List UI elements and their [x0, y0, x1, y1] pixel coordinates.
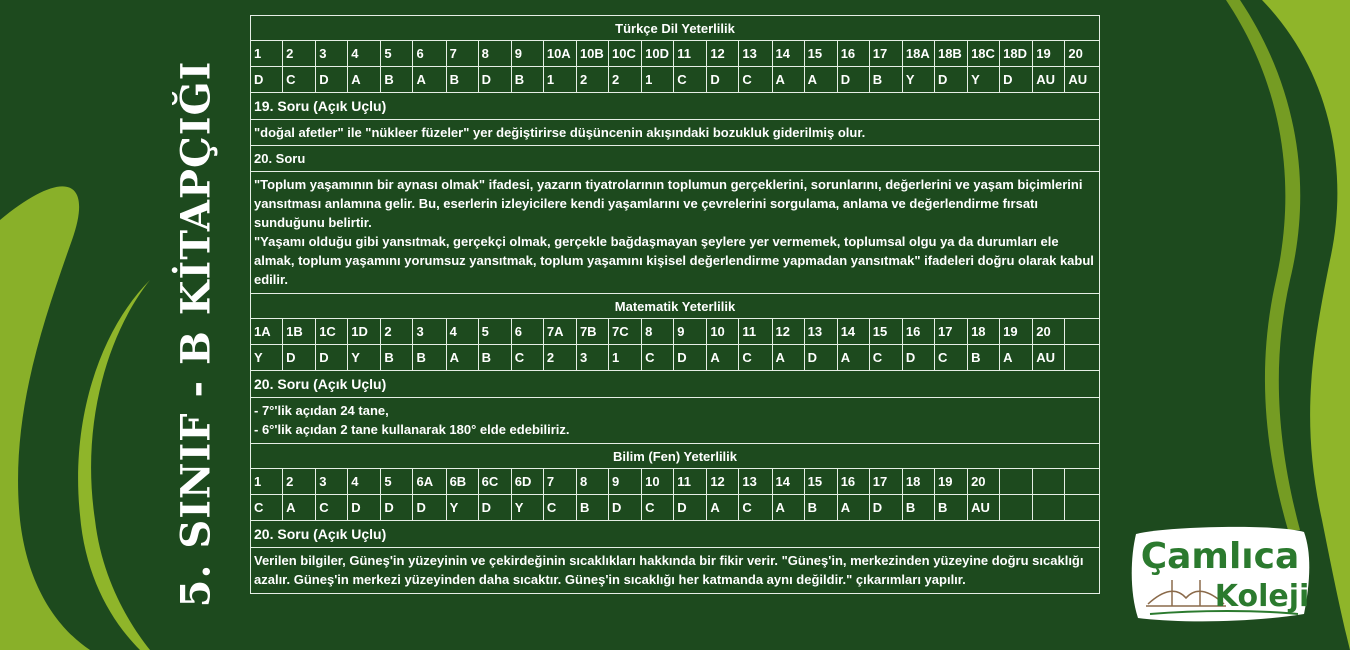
fen-answer-cell: Y — [511, 495, 543, 521]
turkce-answer-cell: B — [381, 67, 413, 93]
fen-question-number-cell: 17 — [869, 469, 902, 495]
matematik-answer-cell: 2 — [543, 345, 576, 371]
matematik-answer-cell: B — [478, 345, 511, 371]
fen-answer-cell: C — [316, 495, 348, 521]
matematik-answer-cell: Y — [348, 345, 381, 371]
turkce-answer-cell: AU — [1065, 67, 1100, 93]
matematik-question-number-cell: 2 — [381, 319, 413, 345]
matematik-section-title: Matematik Yeterlilik — [251, 294, 1100, 319]
fen-answer-cell: A — [707, 495, 739, 521]
turkce-question-number-cell: 2 — [283, 41, 316, 67]
matematik-answer-cell: Y — [251, 345, 283, 371]
left-wave-thin — [78, 280, 150, 650]
matematik-q20-title: 20. Soru (Açık Uçlu) — [251, 371, 1100, 398]
turkce-answer-cell: A — [804, 67, 837, 93]
fen-answer-cell: D — [609, 495, 642, 521]
matematik-question-number-cell: 20 — [1033, 319, 1065, 345]
fen-section-title: Bilim (Fen) Yeterlilik — [251, 444, 1100, 469]
fen-answer-cell: C — [642, 495, 674, 521]
logo-text-camlica: Çamlıca — [1140, 536, 1300, 577]
camlica-koleji-logo — [1128, 524, 1312, 624]
matematik-answer-cell: 3 — [576, 345, 608, 371]
turkce-answer-cell: A — [413, 67, 446, 93]
matematik-answer-cell: D — [283, 345, 316, 371]
matematik-question-number-cell: 7C — [609, 319, 642, 345]
turkce-question-number-cell: 16 — [837, 41, 869, 67]
matematik-answer-cell: A — [1000, 345, 1033, 371]
fen-answer-row — [251, 495, 1100, 521]
turkce-question-number-cell: 10C — [609, 41, 642, 67]
turkce-question-number-cell: 3 — [316, 41, 348, 67]
turkce-q19-text: "doğal afetler" ile "nükleer füzeler" yer değiştirirse düşüncenin akışındaki bozukluk giderilmiş olur. — [251, 120, 1100, 146]
matematik-answer-cell: D — [316, 345, 348, 371]
turkce-answer-cell: C — [283, 67, 316, 93]
turkce-question-number-cell: 18C — [968, 41, 1000, 67]
turkce-answer-cell: D — [837, 67, 869, 93]
turkce-question-number-cell: 12 — [707, 41, 739, 67]
fen-question-number-cell: 20 — [968, 469, 1000, 495]
fen-answer-cell: D — [674, 495, 707, 521]
fen-question-number-cell: 2 — [283, 469, 316, 495]
fen-question-row — [251, 469, 1100, 495]
fen-question-number-cell: 19 — [934, 469, 967, 495]
turkce-question-number-cell: 10B — [576, 41, 608, 67]
turkce-answer-row — [251, 67, 1100, 93]
turkce-answer-cell: D — [934, 67, 967, 93]
matematik-question-number-cell: 15 — [869, 319, 902, 345]
matematik-question-number-cell: 1C — [316, 319, 348, 345]
matematik-question-number-cell: 11 — [739, 319, 772, 345]
turkce-answer-cell: Y — [968, 67, 1000, 93]
turkce-question-number-cell: 18B — [934, 41, 967, 67]
right-wave-inner — [1226, 0, 1300, 530]
matematik-question-number-cell: 7A — [543, 319, 576, 345]
fen-answer-cell: B — [576, 495, 608, 521]
fen-q20-title: 20. Soru (Açık Uçlu) — [251, 521, 1100, 548]
matematik-question-number-cell — [1065, 319, 1100, 345]
turkce-question-number-cell: 9 — [511, 41, 543, 67]
fen-question-number-cell: 10 — [642, 469, 674, 495]
fen-question-number-cell: 13 — [739, 469, 772, 495]
turkce-question-row — [251, 41, 1100, 67]
fen-answer-cell — [1033, 495, 1065, 521]
fen-answer-cell: B — [902, 495, 934, 521]
turkce-section-title: Türkçe Dil Yeterlilik — [251, 16, 1100, 41]
turkce-answer-cell: A — [772, 67, 804, 93]
fen-question-number-cell: 15 — [804, 469, 837, 495]
turkce-answer-cell: D — [1000, 67, 1033, 93]
turkce-answer-cell: 2 — [576, 67, 608, 93]
matematik-question-number-cell: 1A — [251, 319, 283, 345]
turkce-answer-cell: AU — [1033, 67, 1065, 93]
answer-key-table — [250, 15, 1100, 594]
matematik-question-number-cell: 3 — [413, 319, 446, 345]
fen-answer-cell: B — [804, 495, 837, 521]
turkce-answer-cell: D — [316, 67, 348, 93]
matematik-answer-row — [251, 345, 1100, 371]
fen-question-number-cell: 6A — [413, 469, 446, 495]
fen-question-number-cell: 9 — [609, 469, 642, 495]
matematik-answer-cell — [1065, 345, 1100, 371]
fen-question-number-cell: 6D — [511, 469, 543, 495]
turkce-question-number-cell: 5 — [381, 41, 413, 67]
matematik-q20-line-2: - 6°'lik açıdan 2 tane kullanarak 180° elde edebiliriz. — [254, 422, 570, 437]
booklet-title: 5. SINIF - B KİTAPÇIĞI — [172, 60, 220, 608]
matematik-answer-cell: B — [381, 345, 413, 371]
fen-question-number-cell: 8 — [576, 469, 608, 495]
fen-answer-cell: A — [837, 495, 869, 521]
matematik-answer-cell: D — [804, 345, 837, 371]
fen-question-number-cell — [1033, 469, 1065, 495]
turkce-answer-cell: D — [251, 67, 283, 93]
fen-question-number-cell: 11 — [674, 469, 707, 495]
turkce-answer-cell: 1 — [543, 67, 576, 93]
turkce-answer-cell: Y — [902, 67, 934, 93]
fen-answer-cell: C — [739, 495, 772, 521]
fen-answer-cell: AU — [968, 495, 1000, 521]
fen-answer-cell: A — [772, 495, 804, 521]
turkce-q20-paragraph-1: "Toplum yaşamının bir aynası olmak" ifadesi, yazarın tiyatrolarının toplumun gerçeklerini, sorunlarını, değerlerini ve yaşam biçimlerini yansıtması anlamına gelir. Bu, eserlerin izleyicilere kendi yaşamlarını ve çevrelerini sorgulama, anlama ve değerlendirme fırsatı sunduğunu belirtir. — [254, 177, 1083, 230]
matematik-answer-cell: A — [707, 345, 739, 371]
matematik-question-number-cell: 5 — [478, 319, 511, 345]
fen-question-number-cell: 3 — [316, 469, 348, 495]
fen-question-number-cell: 7 — [543, 469, 576, 495]
fen-answer-cell — [1000, 495, 1033, 521]
fen-question-number-cell: 12 — [707, 469, 739, 495]
turkce-question-number-cell: 10A — [543, 41, 576, 67]
fen-question-number-cell: 1 — [251, 469, 283, 495]
matematik-question-number-cell: 13 — [804, 319, 837, 345]
turkce-question-number-cell: 6 — [413, 41, 446, 67]
fen-answer-cell: D — [381, 495, 413, 521]
matematik-question-number-cell: 17 — [934, 319, 967, 345]
matematik-question-number-cell: 14 — [837, 319, 869, 345]
matematik-answer-cell: C — [642, 345, 674, 371]
fen-answer-cell: Y — [446, 495, 478, 521]
turkce-answer-cell: B — [446, 67, 478, 93]
turkce-answer-cell: B — [511, 67, 543, 93]
matematik-answer-cell: AU — [1033, 345, 1065, 371]
turkce-answer-cell: C — [674, 67, 707, 93]
matematik-question-number-cell: 7B — [576, 319, 608, 345]
turkce-answer-cell: B — [869, 67, 902, 93]
turkce-q20-title: 20. Soru — [251, 146, 1100, 172]
matematik-question-number-cell: 16 — [902, 319, 934, 345]
fen-answer-cell: C — [251, 495, 283, 521]
matematik-question-number-cell: 10 — [707, 319, 739, 345]
turkce-question-number-cell: 14 — [772, 41, 804, 67]
fen-answer-cell: A — [283, 495, 316, 521]
fen-answer-cell: D — [348, 495, 381, 521]
matematik-answer-cell: C — [739, 345, 772, 371]
matematik-answer-cell: B — [968, 345, 1000, 371]
matematik-answer-cell: C — [511, 345, 543, 371]
logo-text-koleji: Koleji — [1214, 579, 1310, 614]
matematik-question-number-cell: 8 — [642, 319, 674, 345]
matematik-question-number-cell: 19 — [1000, 319, 1033, 345]
fen-question-number-cell: 14 — [772, 469, 804, 495]
fen-answer-cell: C — [543, 495, 576, 521]
matematik-question-number-cell: 4 — [446, 319, 478, 345]
fen-question-number-cell: 16 — [837, 469, 869, 495]
fen-question-number-cell: 6B — [446, 469, 478, 495]
fen-question-number-cell: 5 — [381, 469, 413, 495]
fen-question-number-cell — [1065, 469, 1100, 495]
matematik-question-row — [251, 319, 1100, 345]
turkce-answer-cell: C — [739, 67, 772, 93]
turkce-question-number-cell: 15 — [804, 41, 837, 67]
turkce-q20-paragraph-2: "Yaşamı olduğu gibi yansıtmak, gerçekçi olmak, gerçekle bağdaşmayan şeylere yer vermemek, toplumsal olgu ya da durumları ele almak, toplum yaşamını yorumsuz yansıtmak, toplum yaşamını kişisel değerlendirme yapmadan yansıtmak" ifadeleri doğru olarak kabul edilir. — [254, 234, 1094, 287]
matematik-answer-cell: A — [446, 345, 478, 371]
matematik-answer-cell: A — [772, 345, 804, 371]
turkce-question-number-cell: 13 — [739, 41, 772, 67]
turkce-question-number-cell: 18A — [902, 41, 934, 67]
matematik-question-number-cell: 1D — [348, 319, 381, 345]
turkce-question-number-cell: 10D — [642, 41, 674, 67]
fen-answer-cell: D — [478, 495, 511, 521]
matematik-answer-cell: D — [902, 345, 934, 371]
turkce-question-number-cell: 19 — [1033, 41, 1065, 67]
matematik-answer-cell: D — [674, 345, 707, 371]
turkce-answer-cell: 1 — [642, 67, 674, 93]
fen-answer-cell: D — [413, 495, 446, 521]
matematik-question-number-cell: 12 — [772, 319, 804, 345]
turkce-q20-answer — [251, 172, 1100, 294]
turkce-question-number-cell: 1 — [251, 41, 283, 67]
fen-q20-answer: Verilen bilgiler, Güneş'in yüzeyinin ve çekirdeğinin sıcaklıkları hakkında bir fikir verir. "Güneş'in, merkezinden yüzeyine doğru sıcaklığı azalır. Güneş'in merkezi yüzeyinden daha sıcaktır. Güneş'in sıcaklığı her katmanda aynı değildir." çıkarımları yapılır. — [251, 548, 1100, 594]
matematik-answer-cell: B — [413, 345, 446, 371]
matematik-answer-cell: C — [869, 345, 902, 371]
matematik-answer-cell: C — [934, 345, 967, 371]
turkce-question-number-cell: 18D — [1000, 41, 1033, 67]
matematik-question-number-cell: 9 — [674, 319, 707, 345]
turkce-answer-cell: A — [348, 67, 381, 93]
fen-question-number-cell: 18 — [902, 469, 934, 495]
turkce-question-number-cell: 11 — [674, 41, 707, 67]
fen-question-number-cell: 6C — [478, 469, 511, 495]
turkce-q19-title: 19. Soru (Açık Uçlu) — [251, 93, 1100, 120]
fen-question-number-cell: 4 — [348, 469, 381, 495]
turkce-question-number-cell: 8 — [478, 41, 511, 67]
turkce-answer-cell: D — [478, 67, 511, 93]
turkce-question-number-cell: 20 — [1065, 41, 1100, 67]
fen-answer-cell — [1065, 495, 1100, 521]
turkce-question-number-cell: 4 — [348, 41, 381, 67]
turkce-answer-cell: 2 — [609, 67, 642, 93]
fen-answer-cell: B — [934, 495, 967, 521]
matematik-question-number-cell: 18 — [968, 319, 1000, 345]
fen-question-number-cell — [1000, 469, 1033, 495]
matematik-question-number-cell: 6 — [511, 319, 543, 345]
fen-answer-cell: D — [869, 495, 902, 521]
matematik-answer-cell: A — [837, 345, 869, 371]
matematik-q20-line-1: - 7°'lik açıdan 24 tane, — [254, 403, 389, 418]
matematik-q20-answer — [251, 398, 1100, 444]
matematik-question-number-cell: 1B — [283, 319, 316, 345]
matematik-answer-cell: 1 — [609, 345, 642, 371]
turkce-answer-cell: D — [707, 67, 739, 93]
left-wave-shape — [0, 186, 90, 650]
turkce-question-number-cell: 17 — [869, 41, 902, 67]
turkce-question-number-cell: 7 — [446, 41, 478, 67]
